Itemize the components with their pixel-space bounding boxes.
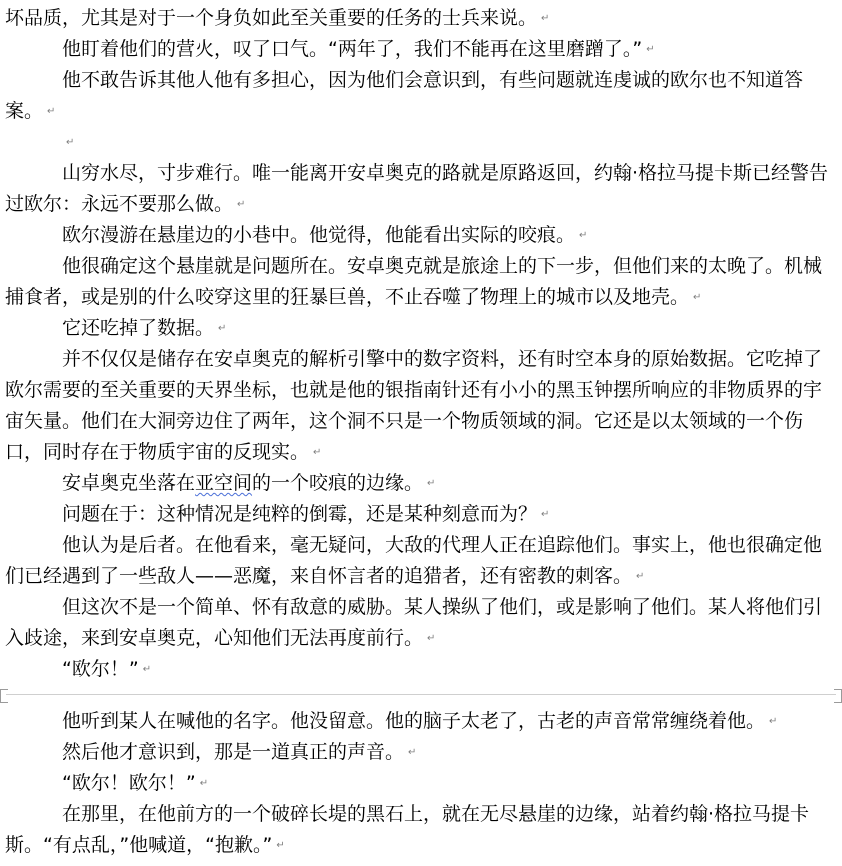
- paragraph-mark-icon: ↵: [408, 747, 417, 758]
- paragraph-text: 山穷水尽，寸步难行。唯一能离开安卓奥克的路就是原路返回，约翰·格拉马提卡斯已经警告过欧尔：永远不要那么做。: [5, 162, 829, 215]
- paragraph-text: 安卓奥克坐落在: [62, 472, 196, 494]
- paragraph-text: 在那里，在他前方的一个破碎长堤的黑石上，就在无尽悬崖的边缘，站着约翰·格拉马提卡斯。“有点乱，”他喊道，“抱歉。”: [5, 803, 810, 856]
- paragraph-mark-icon: ↵: [427, 633, 436, 644]
- paragraph-text: 但这次不是一个简单、怀有敌意的威胁。某人操纵了他们，或是影响了他们。某人将他们引入歧途，来到安卓奥克，心知他们无法再度前行。: [5, 596, 823, 649]
- paragraph-text: 他很确定这个悬崖就是问题所在。安卓奥克就是旅途上的下一步，但他们来的太晚了。机械捕食者，或是别的什么咬穿这里的狂暴巨兽，不止吞噬了物理上的城市以及地壳。: [5, 255, 823, 308]
- paragraph-text: 他认为是后者。在他看来，毫无疑问，大敌的代理人正在追踪他们。事实上，他也很确定他们已经遇到了一些敌人——恶魔，来自怀言者的追猎者，还有密教的刺客。: [5, 534, 823, 587]
- page-break-divider: [0, 689, 842, 701]
- paragraph[interactable]: [5, 65, 836, 127]
- paragraph-mark-icon: ↵: [199, 778, 209, 789]
- paragraph-text: 它还吃掉了数据。: [62, 317, 215, 339]
- paragraph[interactable]: [5, 737, 836, 768]
- page-break-line: [6, 694, 836, 695]
- paragraph[interactable]: [5, 220, 836, 251]
- page-corner-left-icon: [0, 689, 8, 703]
- paragraph-mark-icon: ↵: [66, 137, 75, 148]
- paragraph-text: 坏品质，尤其是对于一个身负如此至关重要的任务的士兵来说。: [5, 7, 538, 29]
- paragraph[interactable]: [5, 530, 836, 592]
- paragraph[interactable]: [5, 251, 836, 313]
- paragraph-mark-icon: ↵: [313, 447, 322, 458]
- paragraph[interactable]: [5, 592, 836, 654]
- paragraph[interactable]: [5, 344, 836, 468]
- paragraph-text: 欧尔漫游在悬崖边的小巷中。他觉得，他能看出实际的咬痕。: [62, 224, 576, 246]
- paragraph-mark-icon: ↵: [47, 106, 56, 117]
- paragraph-mark-icon: ↵: [237, 199, 246, 210]
- paragraph-mark-icon: ↵: [636, 571, 645, 582]
- paragraph-text: 问题在于：这种情况是纯粹的倒霉，还是某种刻意而为？: [62, 503, 538, 525]
- paragraph-mark-icon: ↵: [218, 323, 227, 334]
- paragraph-text: 他不敢告诉其他人他有多担心，因为他们会意识到，有些问题就连虔诚的欧尔也不知道答案。: [5, 69, 804, 122]
- page-corner-right-icon: [834, 689, 842, 703]
- document-page-bottom: [5, 706, 836, 861]
- paragraph[interactable]: [5, 34, 836, 65]
- paragraph-mark-icon: ↵: [276, 840, 285, 851]
- paragraph-mark-icon: ↵: [693, 292, 702, 303]
- paragraph-text: 并不仅仅是储存在安卓奥克的解析引擎中的数字资料，还有时空本身的原始数据。它吃掉了欧尔需要的至关重要的天界坐标，也就是他的银指南针还有小小的黑玉钟摆所响应的非物质界的宇宙矢量。他们在大洞旁边住了两年，这个洞不只是一个物质领域的洞。它还是以太领域的一个伤口，同时存在于物质宇宙的反现实。: [5, 348, 823, 463]
- paragraph-mark-icon: ↵: [541, 509, 550, 520]
- paragraph[interactable]: [5, 313, 836, 344]
- paragraph-text: “欧尔！欧尔！”: [62, 772, 196, 794]
- paragraph-mark-icon: ↵: [646, 44, 655, 55]
- paragraph-mark-icon: ↵: [142, 664, 152, 675]
- spellcheck-underlined-word[interactable]: 亚空间: [195, 472, 253, 494]
- paragraph[interactable]: [5, 799, 836, 861]
- paragraph-with-spellcheck[interactable]: [5, 468, 836, 499]
- paragraph[interactable]: [5, 706, 836, 737]
- paragraph-mark-icon: ↵: [541, 13, 550, 24]
- paragraph[interactable]: [5, 158, 836, 220]
- paragraph[interactable]: [5, 3, 836, 34]
- paragraph-text: 他听到某人在喊他的名字。他没留意。他的脑子太老了，古老的声音常常缠绕着他。: [62, 710, 766, 732]
- paragraph-mark-icon: ↵: [579, 230, 588, 241]
- paragraph-text: 的一个咬痕的边缘。: [252, 472, 424, 494]
- document-page-top: [5, 3, 836, 685]
- paragraph-mark-icon: ↵: [769, 716, 778, 727]
- paragraph-text: 他盯着他们的营火，叹了口气。“两年了，我们不能再在这里磨蹭了。”: [62, 38, 643, 60]
- paragraph-text: “欧尔！”: [62, 658, 139, 680]
- paragraph-text: 然后他才意识到，那是一道真正的声音。: [62, 741, 405, 763]
- paragraph[interactable]: [5, 499, 836, 530]
- paragraph-mark-icon: ↵: [427, 478, 436, 489]
- paragraph[interactable]: [5, 768, 836, 799]
- empty-paragraph[interactable]: [5, 127, 836, 158]
- paragraph[interactable]: [5, 654, 836, 685]
